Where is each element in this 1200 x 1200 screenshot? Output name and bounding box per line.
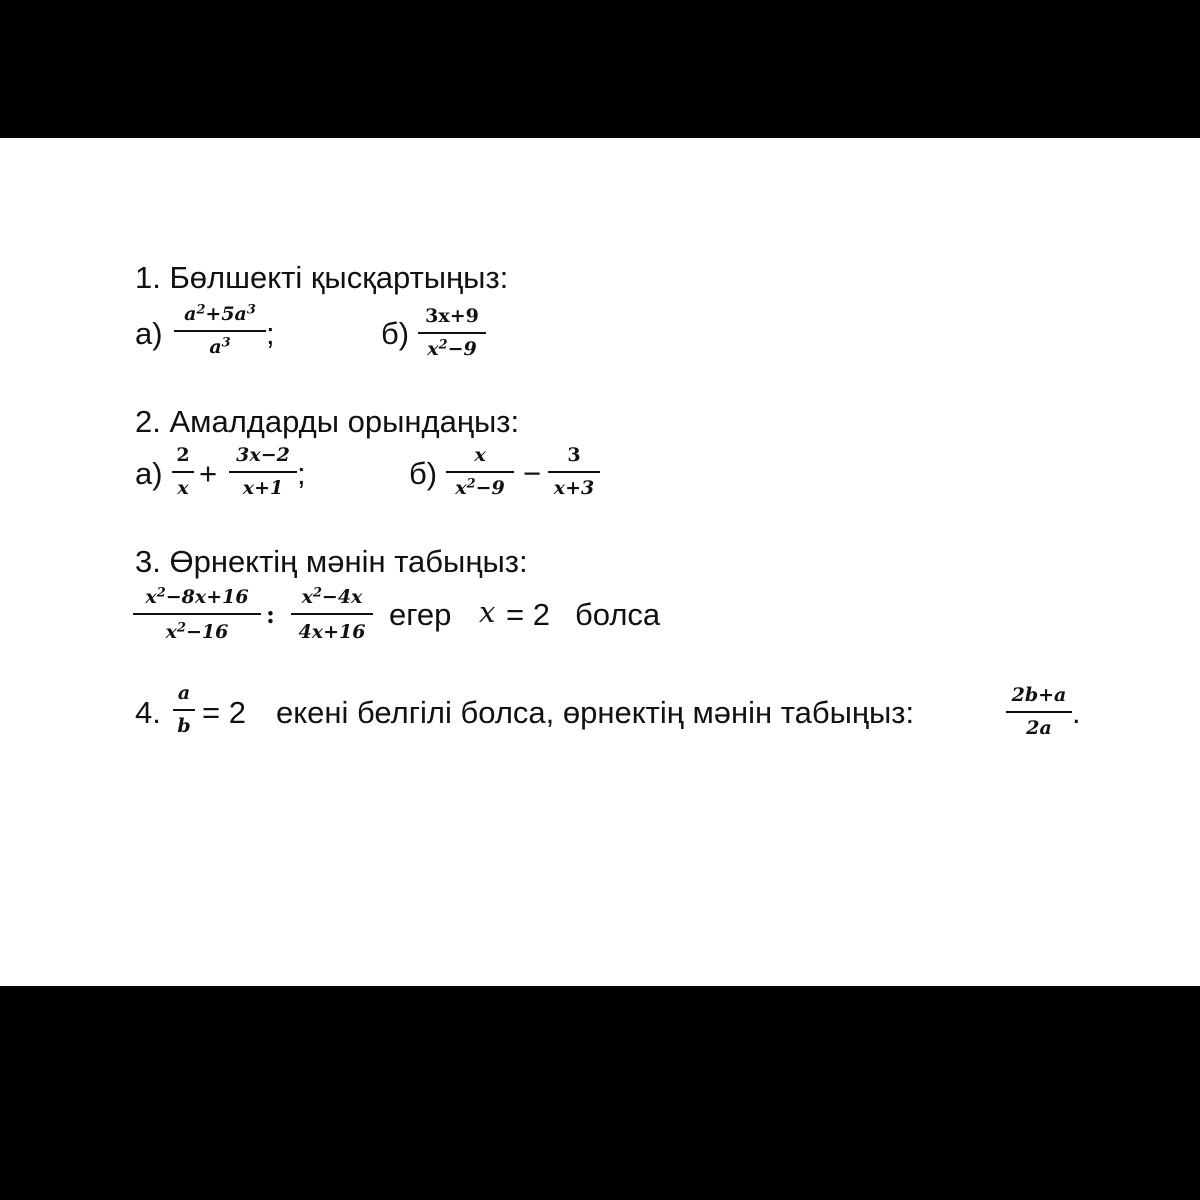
worksheet-page (0, 138, 1200, 986)
problem-2-heading: 2. Амалдарды орындаңыз: (135, 404, 520, 439)
fraction-numerator: $a^2+5a^3$ (184, 302, 256, 325)
fraction-denominator: x (177, 477, 189, 499)
fraction-denominator: x+1 (242, 477, 284, 499)
problem-3-heading: 3. Өрнектің мәнін табыңыз: (135, 544, 528, 579)
fraction-denominator: $x^2-9$ (427, 337, 477, 360)
fraction-bar (548, 471, 600, 473)
fraction-numerator: 2b+a (1011, 684, 1067, 706)
fraction-denominator: 4x+16 (298, 621, 366, 643)
fraction-denominator: 2a (1026, 717, 1052, 739)
problem-1b-label: б) (381, 316, 410, 351)
plus-sign: + (199, 456, 218, 491)
fraction-denominator: $x^2-9$ (455, 476, 505, 499)
problem-4-period: . (1072, 695, 1081, 730)
fraction-bar (133, 613, 261, 615)
fraction-bar (446, 471, 514, 473)
fraction-numerator: 3 (567, 444, 581, 466)
then-word: болса (575, 597, 661, 632)
fraction-bar (1006, 711, 1072, 713)
problem-4-condition-fraction (173, 684, 195, 736)
problem-2a-label: а) (135, 456, 163, 491)
fraction-numerator: a (177, 682, 191, 704)
problem-4-condition-value: = 2 (202, 695, 246, 730)
fraction-numerator: $x^2-8x+16$ (145, 585, 249, 608)
problem-4-number: 4. (135, 695, 161, 730)
fraction-bar (291, 613, 373, 615)
fraction-numerator: x (474, 444, 486, 466)
condition-variable: x (479, 595, 496, 629)
problem-2a-fraction-2 (229, 446, 297, 498)
problem-3-fraction-2 (291, 585, 373, 643)
problem-1a-label: а) (135, 316, 163, 351)
fraction-denominator: $x^2-16$ (165, 620, 229, 643)
problem-2a-separator: ; (297, 456, 306, 491)
fraction-bar (418, 332, 486, 334)
problem-4-expression-fraction (1006, 686, 1072, 738)
fraction-denominator: $a^3$ (209, 335, 231, 358)
problem-1-heading: 1. Бөлшекті қысқартыңыз: (135, 260, 509, 295)
problem-4-text: екені белгілі болса, өрнектің мәнін табыңыз: (276, 695, 915, 730)
division-colon: : (266, 600, 275, 629)
problem-1a-fraction (174, 302, 266, 358)
fraction-numerator: 3x−2 (236, 444, 290, 466)
minus-sign: − (523, 456, 542, 491)
fraction-bar (229, 471, 297, 473)
problem-2b-label: б) (409, 456, 438, 491)
fraction-denominator: b (177, 715, 191, 737)
fraction-bar (173, 709, 195, 711)
fraction-denominator: x+3 (553, 477, 595, 499)
problem-1a-separator: ; (266, 316, 275, 351)
fraction-bar (174, 330, 266, 332)
problem-1b-fraction (418, 307, 486, 359)
fraction-numerator: $x^2-4x$ (301, 585, 363, 608)
problem-2b-fraction-2 (548, 446, 600, 498)
condition-value: = 2 (506, 597, 550, 632)
fraction-numerator: 3x+9 (425, 305, 479, 327)
fraction-bar (172, 471, 194, 473)
problem-3-fraction-1 (133, 585, 261, 643)
if-word: егер (389, 597, 452, 632)
problem-2b-fraction-1 (446, 446, 514, 498)
fraction-numerator: 2 (176, 444, 190, 466)
problem-2a-fraction-1 (172, 446, 194, 498)
